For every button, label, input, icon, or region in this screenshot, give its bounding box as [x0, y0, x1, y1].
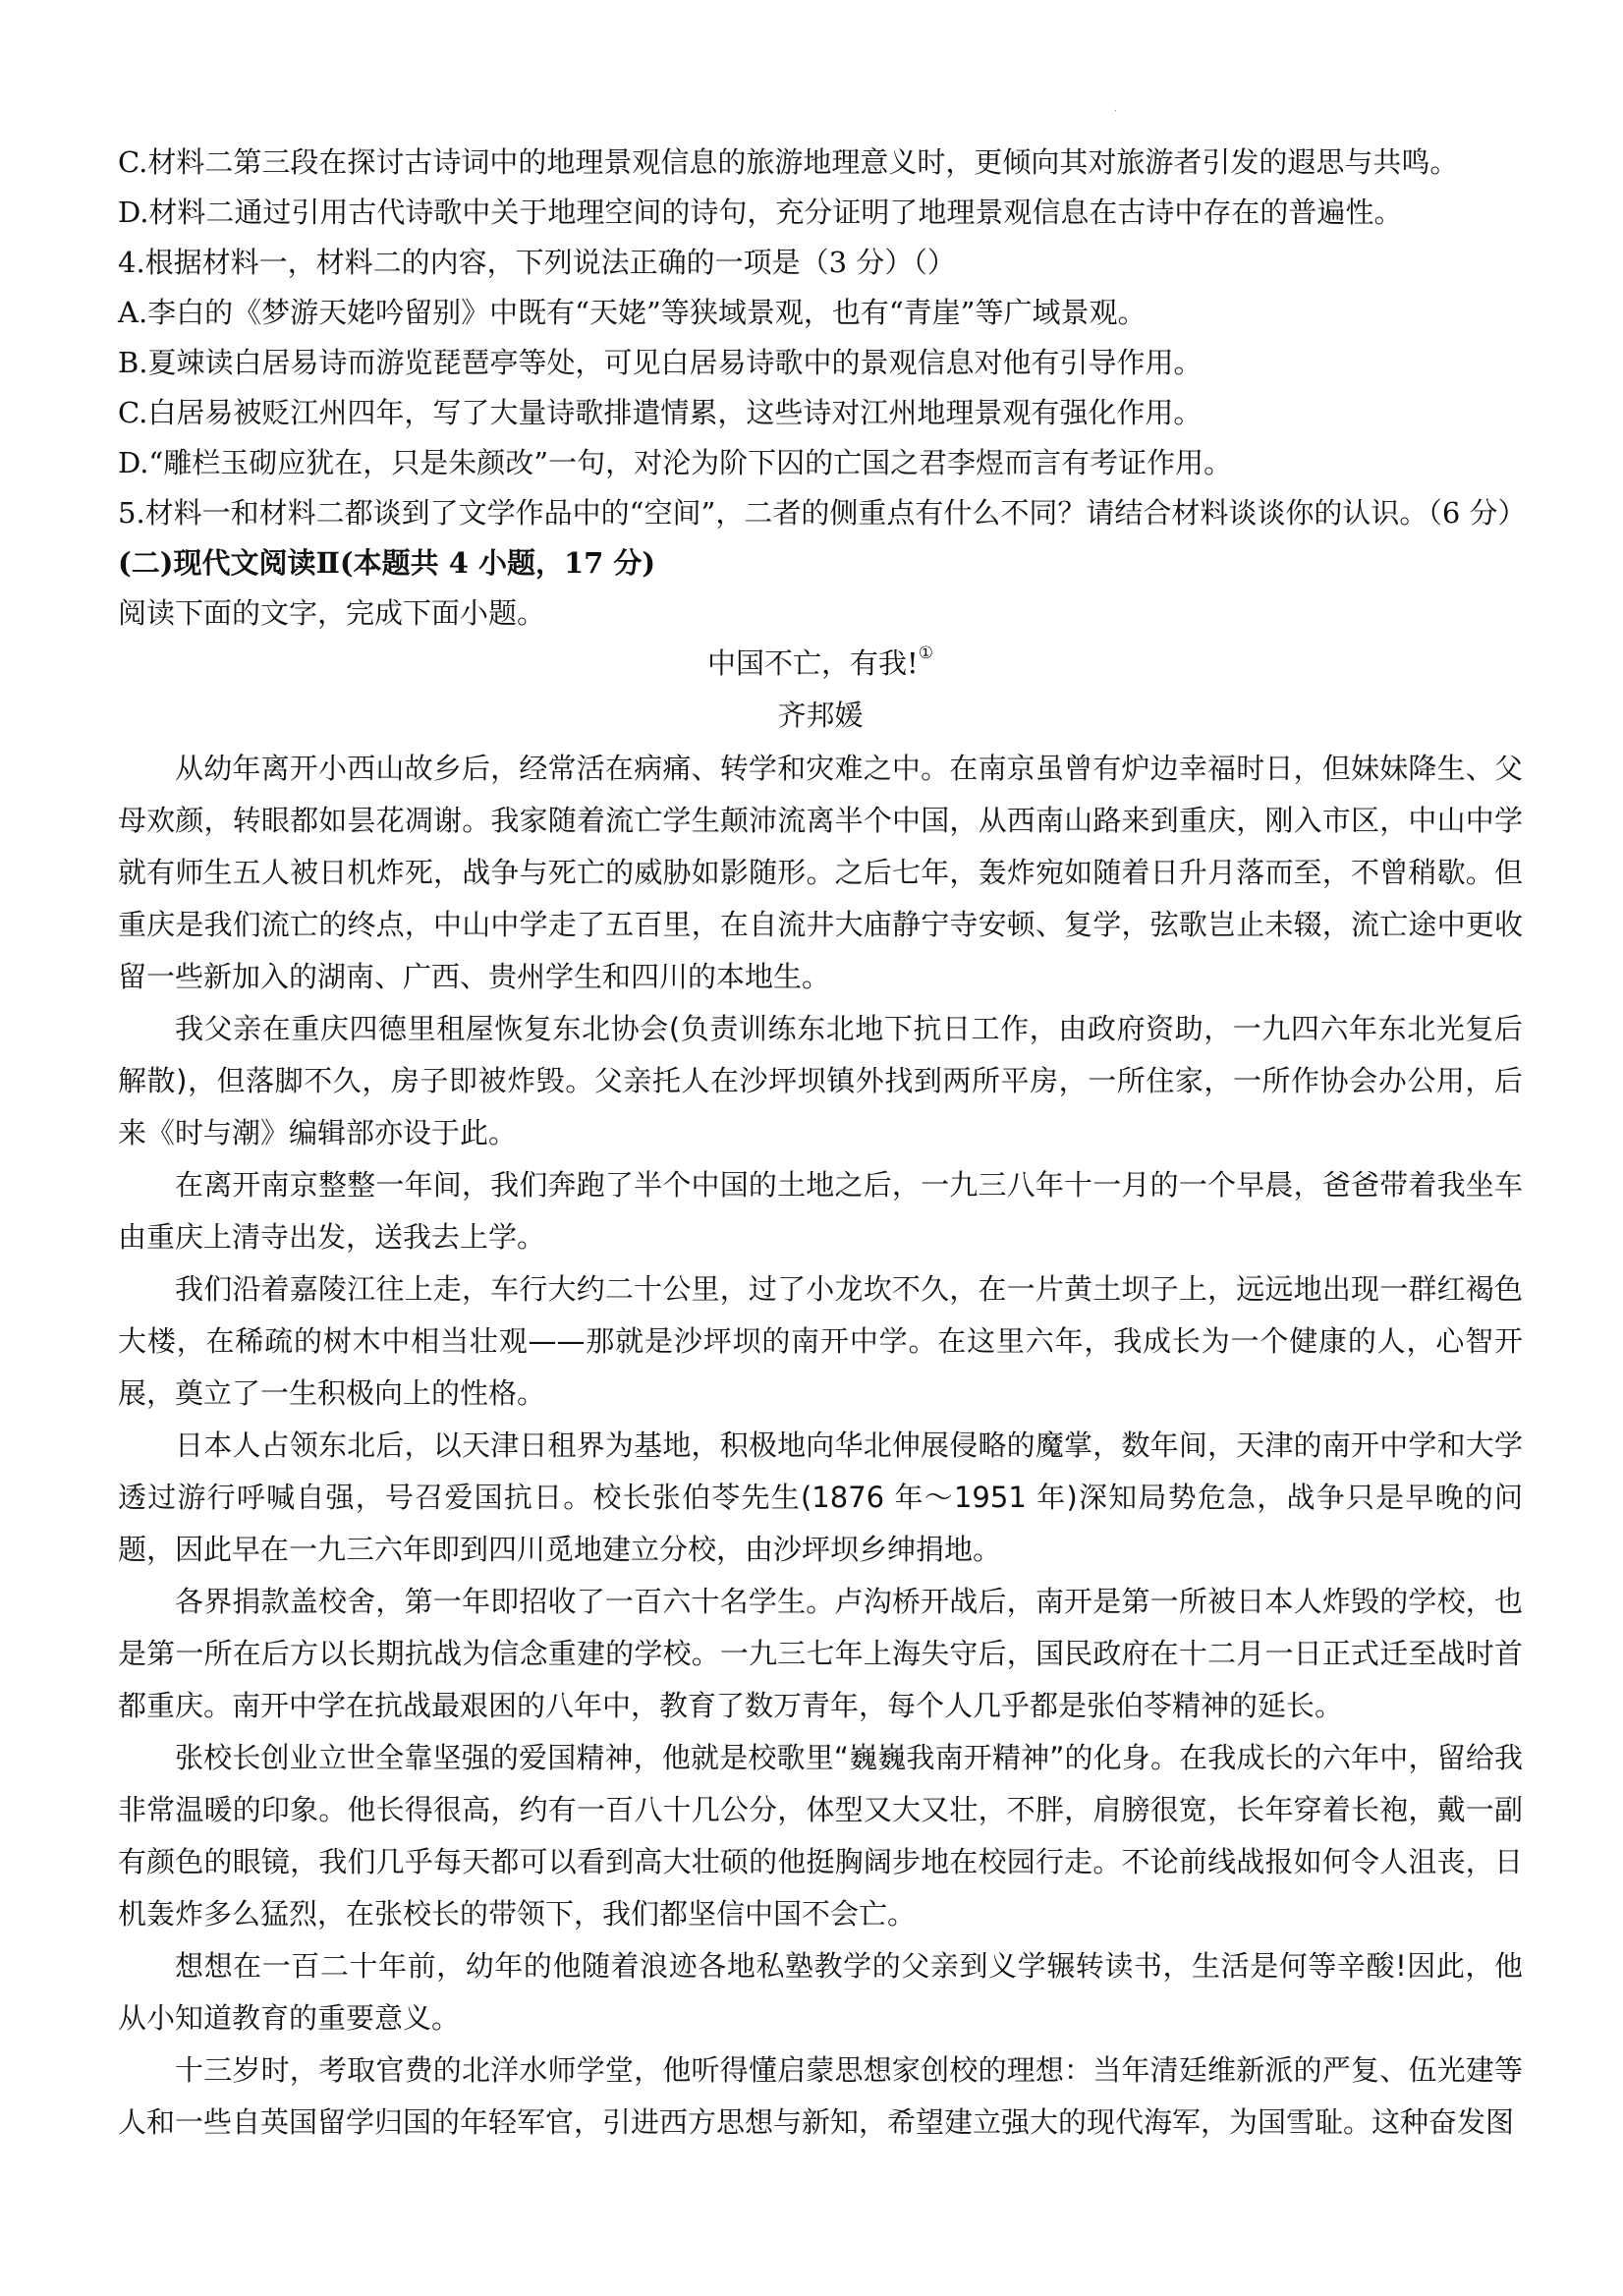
exam-page — [118, 138, 1527, 2149]
section-instruction: 阅读下面的文字，完成下面小题。 — [118, 596, 546, 630]
article-author: 齐邦媛 — [777, 699, 864, 732]
footnote-marker: ① — [918, 644, 933, 663]
article-paragraph: 各界捐款盖校舍，第一年即招收了一百六十名学生。卢沟桥开战后，南开是第一所被日本人炸毁的学校，也是第一所在后方以长期抗战为信念重建的学校。一九三七年上海失守后，国民政府在十二月一日正式迁至战时首都重庆。南开中学在抗战最艰困的八年中，教育了数万青年，每个人几乎都是张伯苓精神的延长。 — [118, 1585, 1523, 1722]
q4-option-d: D.“雕栏玉砌应犹在，只是朱颜改”一句，对沦为阶下囚的亡国之君李煜而言有考证作用。 — [118, 446, 1233, 479]
header-mark: · — [1113, 106, 1117, 117]
article-paragraph: 想想在一百二十年前，幼年的他随着浪迹各地私塾教学的父亲到义学辗转读书，生活是何等辛酸!因此，他从小知道教育的重要意义。 — [118, 1949, 1523, 2035]
section-heading: (二)现代文阅读Ⅱ(本题共 4 小题，17 分) — [118, 546, 656, 580]
q4-option-b: B.夏竦读白居易诗而游览琵琶亭等处，可见白居易诗歌中的景观信息对他有引导作用。 — [118, 346, 1203, 379]
q4-option-a: A.李白的《梦游天姥吟留别》中既有“天姥”等狭域景观，也有“青崖”等广域景观。 — [118, 296, 1147, 329]
q4-stem: 4.根据材料一，材料二的内容，下列说法正确的一项是（3 分）（） — [118, 246, 956, 279]
article-paragraph: 十三岁时，考取官费的北洋水师学堂，他听得懂启蒙思想家创校的理想：当年清廷维新派的严复、伍光建等人和一些自英国留学归国的年轻军官，引进西方思想与新知，希望建立强大的现代海军，为国雪耻。这种奋发图 — [118, 2053, 1523, 2139]
article-paragraph: 张校长创业立世全靠坚强的爱国精神，他就是校歌里“巍巍我南开精神”的化身。在我成长的六年中，留给我非常温暖的印象。他长得很高，约有一百八十几公分，体型又大又壮，不胖，肩膀很宽，长年穿着长袍，戴一副有颜色的眼镜，我们几乎每天都可以看到高大壮硕的他挺胸阔步地在校园行走。不论前线战报如何令人沮丧，日机轰炸多么猛烈，在张校长的带领下，我们都坚信中国不会亡。 — [118, 1741, 1523, 1931]
article-paragraph: 在离开南京整整一年间，我们奔跑了半个中国的土地之后，一九三八年十一月的一个早晨，爸爸带着我坐车由重庆上清寺出发，送我去上学。 — [118, 1168, 1523, 1254]
q5-stem: 5.材料一和材料二都谈到了文学作品中的“空间”，二者的侧重点有什么不同？请结合材料谈谈你的认识。（6 分） — [118, 496, 1527, 530]
q3-option-c: C.材料二第三段在探讨古诗词中的地理景观信息的旅游地理意义时，更倾向其对旅游者引发的遐思与共鸣。 — [118, 145, 1459, 179]
article-paragraph: 日本人占领东北后，以天津日租界为基地，积极地向华北伸展侵略的魔掌，数年间，天津的南开中学和大学透过游行呼喊自强，号召爱国抗日。校长张伯苓先生(1876 年～1951 年)深知局势危急，战争只是早晚的问题，因此早在一九三六年即到四川觅地建立分校，由沙坪坝乡绅捐地。 — [118, 1428, 1523, 1566]
article-paragraph: 我父亲在重庆四德里租屋恢复东北协会(负责训练东北地下抗日工作，由政府资助，一九四六年东北光复后解散)，但落脚不久，房子即被炸毁。父亲托人在沙坪坝镇外找到两所平房，一所住家，一所作协会办公用，后来《时与潮》编辑部亦设于此。 — [118, 1012, 1523, 1149]
q3-option-d: D.材料二通过引用古代诗歌中关于地理空间的诗句，充分证明了地理景观信息在古诗中存在的普遍性。 — [118, 196, 1403, 229]
article-paragraph: 从幼年离开小西山故乡后，经常活在病痛、转学和灾难之中。在南京虽曾有炉边幸福时日，但妹妹降生、父母欢颜，转眼都如昙花凋谢。我家随着流亡学生颠沛流离半个中国，从西南山路来到重庆，刚入市区，中山中学就有师生五人被日机炸死，战争与死亡的威胁如影随形。之后七年，轰炸宛如随着日升月落而至，不曾稍歇。但重庆是我们流亡的终点，中山中学走了五百里，在自流井大庙静宁寺安顿、复学，弦歌岂止未辍，流亡途中更收留一些新加入的湖南、广西、贵州学生和四川的本地生。 — [118, 752, 1523, 993]
q4-option-c: C.白居易被贬江州四年，写了大量诗歌排遣情累，这些诗对江州地理景观有强化作用。 — [118, 396, 1203, 429]
article-title — [118, 639, 1523, 689]
article-paragraph: 我们沿着嘉陵江往上走，车行大约二十公里，过了小龙坎不久，在一片黄土坝子上，远远地出现一群红褐色大楼，在稀疏的树木中相当壮观——那就是沙坪坝的南开中学。在这里六年，我成长为一个健康的人，心智开展，奠立了一生积极向上的性格。 — [118, 1272, 1523, 1410]
article-title-text: 中国不亡，有我! — [707, 646, 919, 680]
